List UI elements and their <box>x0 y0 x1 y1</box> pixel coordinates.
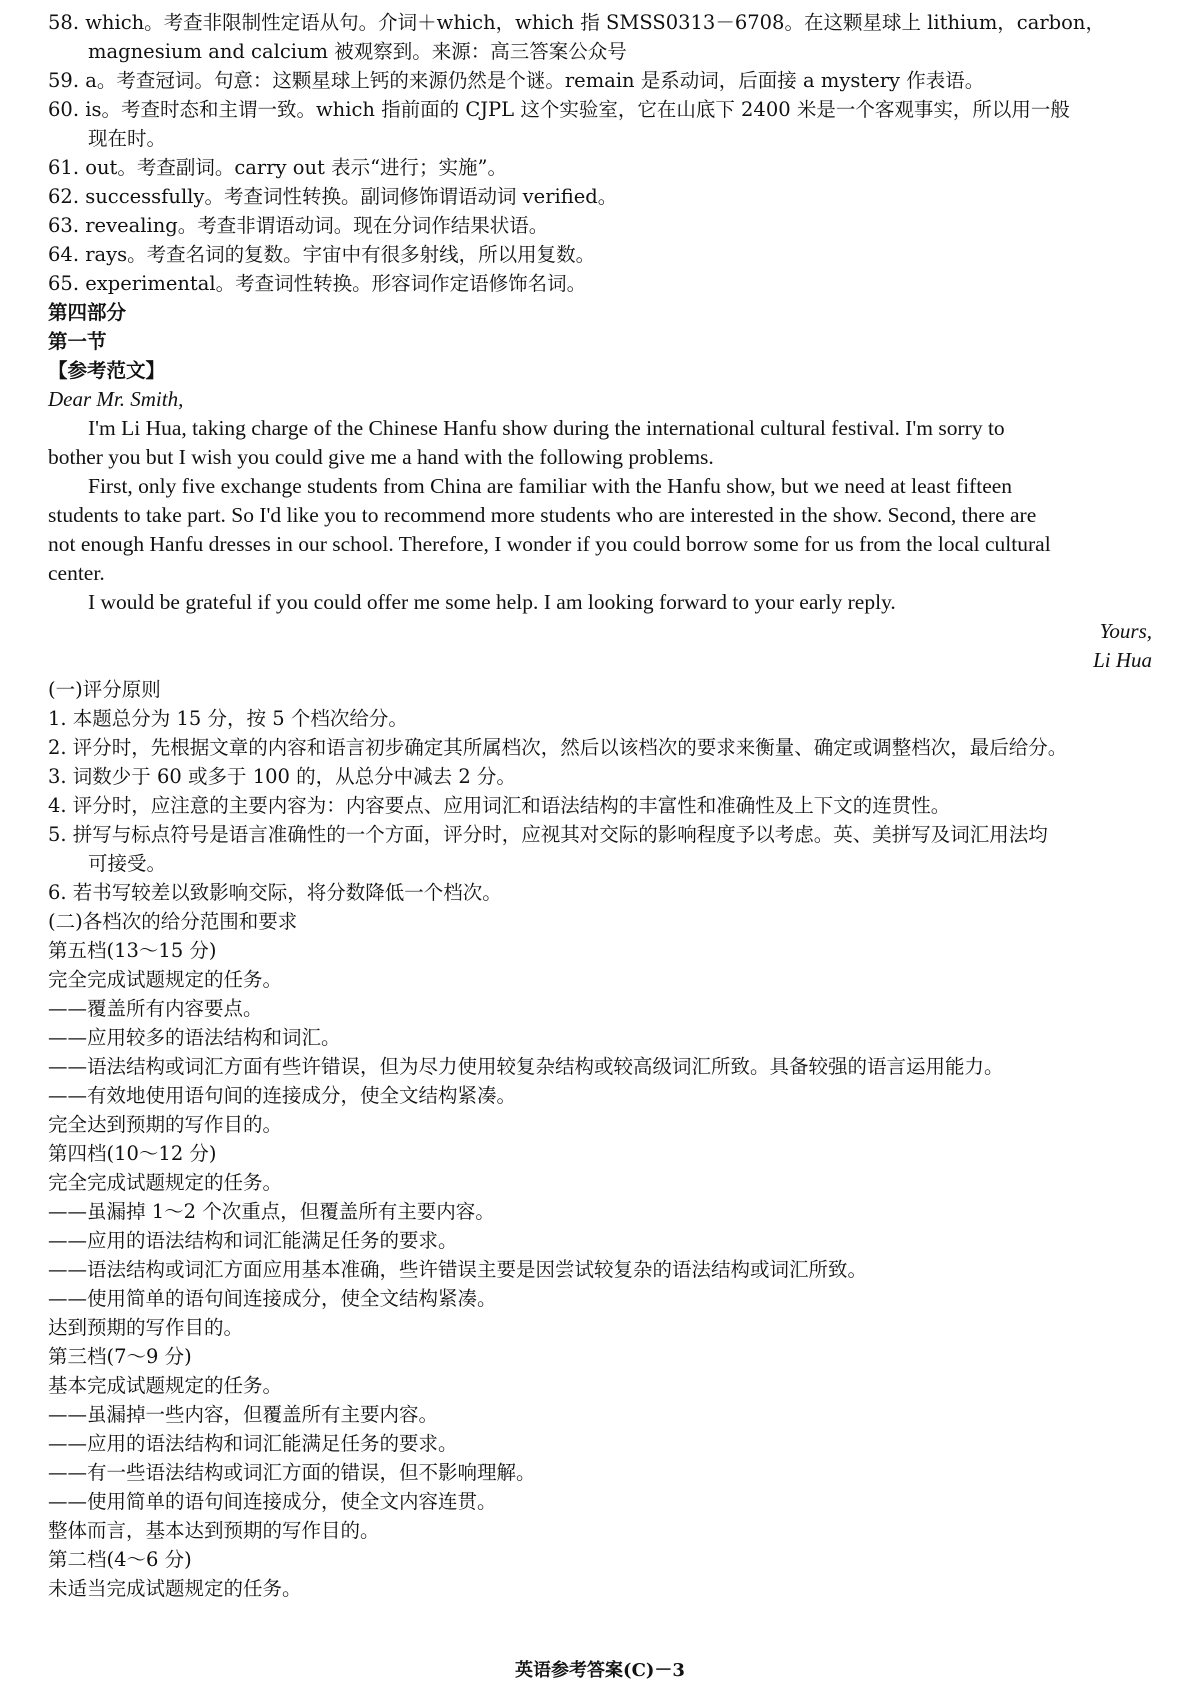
level-4-line: 完全完成试题规定的任务。 <box>48 1171 283 1194</box>
answer-60: 60. is。考查时态和主谓一致。which 指前面的 CJPL 这个实验室，它在山底下 2400 米是一个客观事实，所以用一般 <box>48 98 1070 121</box>
principle-6: 6. 若书写较差以致影响交际，将分数降低一个档次。 <box>48 881 502 904</box>
section-heading: 第一节 <box>48 330 107 353</box>
principle-1: 1. 本题总分为 15 分，按 5 个档次给分。 <box>48 707 408 730</box>
level-4-line: ——虽漏掉 1～2 个次重点，但覆盖所有主要内容。 <box>48 1200 495 1223</box>
level-4-line: ——语法结构或词汇方面应用基本准确，些许错误主要是因尝试较复杂的语法结构或词汇所致。 <box>48 1258 868 1281</box>
letter-p2-line4: center. <box>48 561 105 585</box>
letter-p2-line3: not enough Hanfu dresses in our school. Therefore, I wonder if you could borrow some for us from the local cultural <box>48 532 1051 556</box>
level-4-line: ——应用的语法结构和词汇能满足任务的要求。 <box>48 1229 458 1252</box>
level-5-title: 第五档(13～15 分) <box>48 939 217 962</box>
level-2-line: 未适当完成试题规定的任务。 <box>48 1577 302 1600</box>
level-3-line: ——使用简单的语句间连接成分，使全文内容连贯。 <box>48 1490 497 1513</box>
letter-closing: Yours, <box>1099 619 1152 643</box>
sample-heading: 【参考范文】 <box>48 359 166 382</box>
letter-p1-line1: I'm Li Hua, taking charge of the Chinese Hanfu show during the international cultural festival. I'm sorry to <box>88 416 1005 440</box>
answer-63: 63. revealing。考查非谓语动词。现在分词作结果状语。 <box>48 214 549 237</box>
letter-p2-line1: First, only five exchange students from China are familiar with the Hanfu show, but we need at least fifteen <box>88 474 1013 498</box>
principle-4: 4. 评分时，应注意的主要内容为：内容要点、应用词汇和语法结构的丰富性和准确性及上下文的连贯性。 <box>48 794 951 817</box>
answer-62: 62. successfully。考查词性转换。副词修饰谓语动词 verified。 <box>48 185 618 208</box>
answer-58-cont: magnesium and calcium 被观察到。来源：高三答案公众号 <box>88 40 627 63</box>
part-heading: 第四部分 <box>48 301 127 324</box>
level-5-line: ——应用较多的语法结构和词汇。 <box>48 1026 341 1049</box>
level-4-title: 第四档(10～12 分) <box>48 1142 217 1165</box>
level-5-line: ——有效地使用语句间的连接成分，使全文结构紧凑。 <box>48 1084 517 1107</box>
level-3-title: 第三档(7～9 分) <box>48 1345 192 1368</box>
level-3-line: ——虽漏掉一些内容，但覆盖所有主要内容。 <box>48 1403 439 1426</box>
level-4-line: 达到预期的写作目的。 <box>48 1316 244 1339</box>
principle-5: 5. 拼写与标点符号是语言准确性的一个方面，评分时，应视其对交际的影响程度予以考虑。英、美拼写及词汇用法均 <box>48 823 1048 846</box>
ranges-title: (二)各档次的给分范围和要求 <box>48 910 298 933</box>
level-3-line: ——有一些语法结构或词汇方面的错误，但不影响理解。 <box>48 1461 536 1484</box>
level-3-line: ——应用的语法结构和词汇能满足任务的要求。 <box>48 1432 458 1455</box>
letter-p3-line1: I would be grateful if you could offer me some help. I am looking forward to your early reply. <box>88 590 896 614</box>
answer-65: 65. experimental。考查词性转换。形容词作定语修饰名词。 <box>48 272 587 295</box>
level-5-line: ——语法结构或词汇方面有些许错误，但为尽力使用较复杂结构或较高级词汇所致。具备较强的语言运用能力。 <box>48 1055 1004 1078</box>
principle-2: 2. 评分时，先根据文章的内容和语言初步确定其所属档次，然后以该档次的要求来衡量、确定或调整档次，最后给分。 <box>48 736 1068 759</box>
letter-p1-line2: bother you but I wish you could give me a hand with the following problems. <box>48 445 714 469</box>
level-5-line: ——覆盖所有内容要点。 <box>48 997 263 1020</box>
level-5-line: 完全达到预期的写作目的。 <box>48 1113 283 1136</box>
letter-p2-line2: students to take part. So I'd like you to recommend more students who are interested in the show. Second, there are <box>48 503 1037 527</box>
level-3-line: 基本完成试题规定的任务。 <box>48 1374 283 1397</box>
answer-60-cont: 现在时。 <box>88 127 167 150</box>
principle-3: 3. 词数少于 60 或多于 100 的，从总分中减去 2 分。 <box>48 765 516 788</box>
answer-58: 58. which。考查非限制性定语从句。介词＋which，which 指 SMSS0313－6708。在这颗星球上 lithium，carbon， <box>48 11 1105 34</box>
answer-61: 61. out。考查副词。carry out 表示“进行；实施”。 <box>48 156 508 179</box>
page-footer: 英语参考答案(C)－3 <box>515 1660 685 1681</box>
answer-64: 64. rays。考查名词的复数。宇宙中有很多射线，所以用复数。 <box>48 243 596 266</box>
principles-title: (一)评分原则 <box>48 678 161 701</box>
level-5-line: 完全完成试题规定的任务。 <box>48 968 283 991</box>
level-3-line: 整体而言，基本达到预期的写作目的。 <box>48 1519 380 1542</box>
level-2-title: 第二档(4～6 分) <box>48 1548 192 1571</box>
principle-5-cont: 可接受。 <box>88 852 167 875</box>
level-4-line: ——使用简单的语句间连接成分，使全文结构紧凑。 <box>48 1287 497 1310</box>
letter-salutation: Dear Mr. Smith, <box>48 387 184 411</box>
letter-signature: Li Hua <box>1093 648 1152 672</box>
answer-59: 59. a。考查冠词。句意：这颗星球上钙的来源仍然是个谜。remain 是系动词，后面接 a mystery 作表语。 <box>48 69 985 92</box>
